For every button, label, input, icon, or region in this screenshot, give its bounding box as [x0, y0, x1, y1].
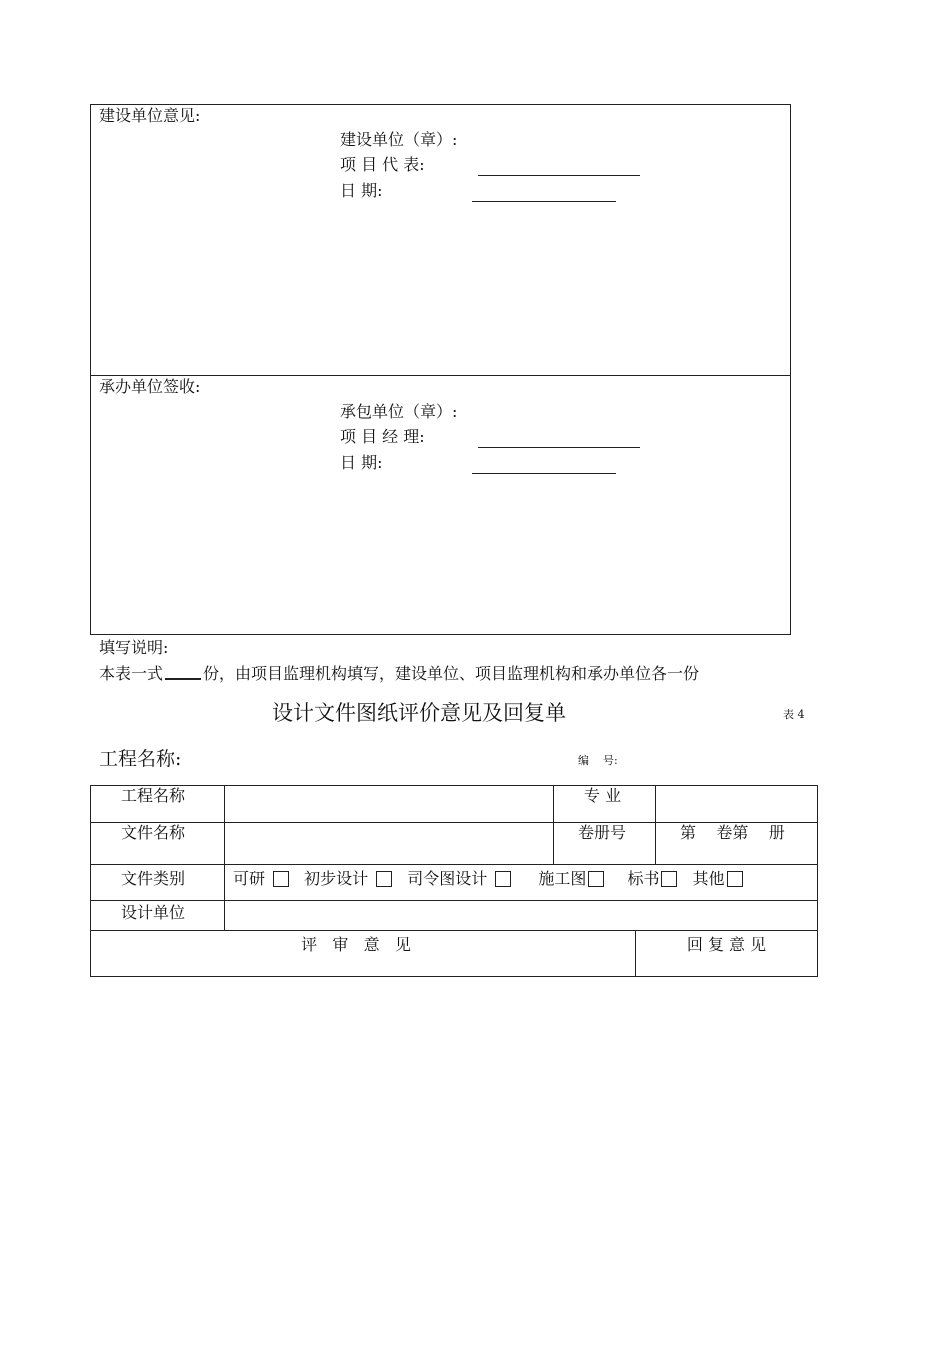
file-name-label: 文件名称: [121, 823, 186, 842]
contractor-manager-label: 项 目 经 理:: [340, 427, 425, 446]
option-preliminary-checkbox[interactable]: [376, 871, 392, 887]
project-name-cell-label: [91, 786, 225, 823]
project-name-input[interactable]: [225, 786, 554, 823]
file-name-input[interactable]: [225, 823, 554, 865]
project-name-label: 工程名称:: [99, 748, 182, 770]
reply-opinion-cell[interactable]: [636, 931, 818, 977]
contractor-manager-signature-line[interactable]: [478, 447, 640, 448]
notes-text: [99, 664, 699, 684]
option-command-drawing-checkbox[interactable]: [495, 871, 511, 887]
option-preliminary-label: 初步设计: [304, 869, 369, 888]
option-tender-checkbox[interactable]: [661, 871, 677, 887]
specialty-label: 专 业: [584, 786, 622, 805]
contractor-date-line[interactable]: [472, 473, 616, 474]
design-unit-input[interactable]: [225, 901, 818, 931]
owner-org-label: 建设单位（章）:: [340, 130, 458, 149]
number-label: 编 号:: [578, 754, 618, 767]
owner-date-line[interactable]: [472, 201, 616, 202]
design-unit-cell-label: [91, 901, 225, 931]
notes-heading: 填写说明:: [99, 638, 169, 657]
volume-no-cell-label: [554, 823, 656, 865]
review-opinion-header: 评 审 意 见: [301, 935, 411, 954]
volume-no-label: 卷册号: [578, 823, 627, 842]
review-form-table: [90, 785, 818, 977]
project-name-row-label: 工程名称: [121, 786, 186, 805]
specialty-input[interactable]: [656, 786, 818, 823]
file-type-cell-label: [91, 865, 225, 901]
copies-blank[interactable]: [165, 664, 201, 680]
owner-opinion-heading: 建设单位意见:: [99, 106, 201, 125]
contractor-org-label: 承包单位（章）:: [340, 402, 458, 421]
owner-rep-signature-line[interactable]: [478, 175, 640, 176]
owner-rep-label: 项 目 代 表:: [340, 155, 425, 174]
contractor-receipt-heading: 承办单位签收:: [99, 377, 201, 396]
design-unit-label: 设计单位: [121, 903, 186, 922]
notes-prefix: 本表一式: [99, 664, 164, 683]
contractor-date-label: 日 期:: [340, 453, 383, 472]
option-construction-checkbox[interactable]: [588, 871, 604, 887]
file-type-options: [225, 865, 818, 901]
owner-date-label: 日 期:: [340, 181, 383, 200]
notes-suffix: 份，由项目监理机构填写，建设单位、项目监理机构和承办单位各一份: [203, 664, 700, 683]
file-name-cell-label: [91, 823, 225, 865]
volume-value-cell[interactable]: [656, 823, 818, 865]
table-number: 表 4: [783, 708, 805, 721]
option-command-drawing-label: 司令图设计: [407, 869, 488, 888]
option-other-checkbox[interactable]: [727, 871, 743, 887]
option-other-label: 其他: [692, 869, 725, 888]
form-title: 设计文件图纸评价意见及回复单: [272, 701, 566, 725]
reply-opinion-header: 回 复 意 见: [686, 935, 767, 954]
specialty-cell-label: [554, 786, 656, 823]
file-type-label: 文件类别: [121, 869, 186, 888]
option-tender-label: 标书: [627, 869, 660, 888]
option-feasibility-label: 可研: [233, 869, 266, 888]
review-opinion-cell[interactable]: [91, 931, 636, 977]
volume-value: 第 卷第 册: [680, 823, 785, 842]
option-feasibility-checkbox[interactable]: [273, 871, 289, 887]
option-construction-label: 施工图: [538, 869, 587, 888]
